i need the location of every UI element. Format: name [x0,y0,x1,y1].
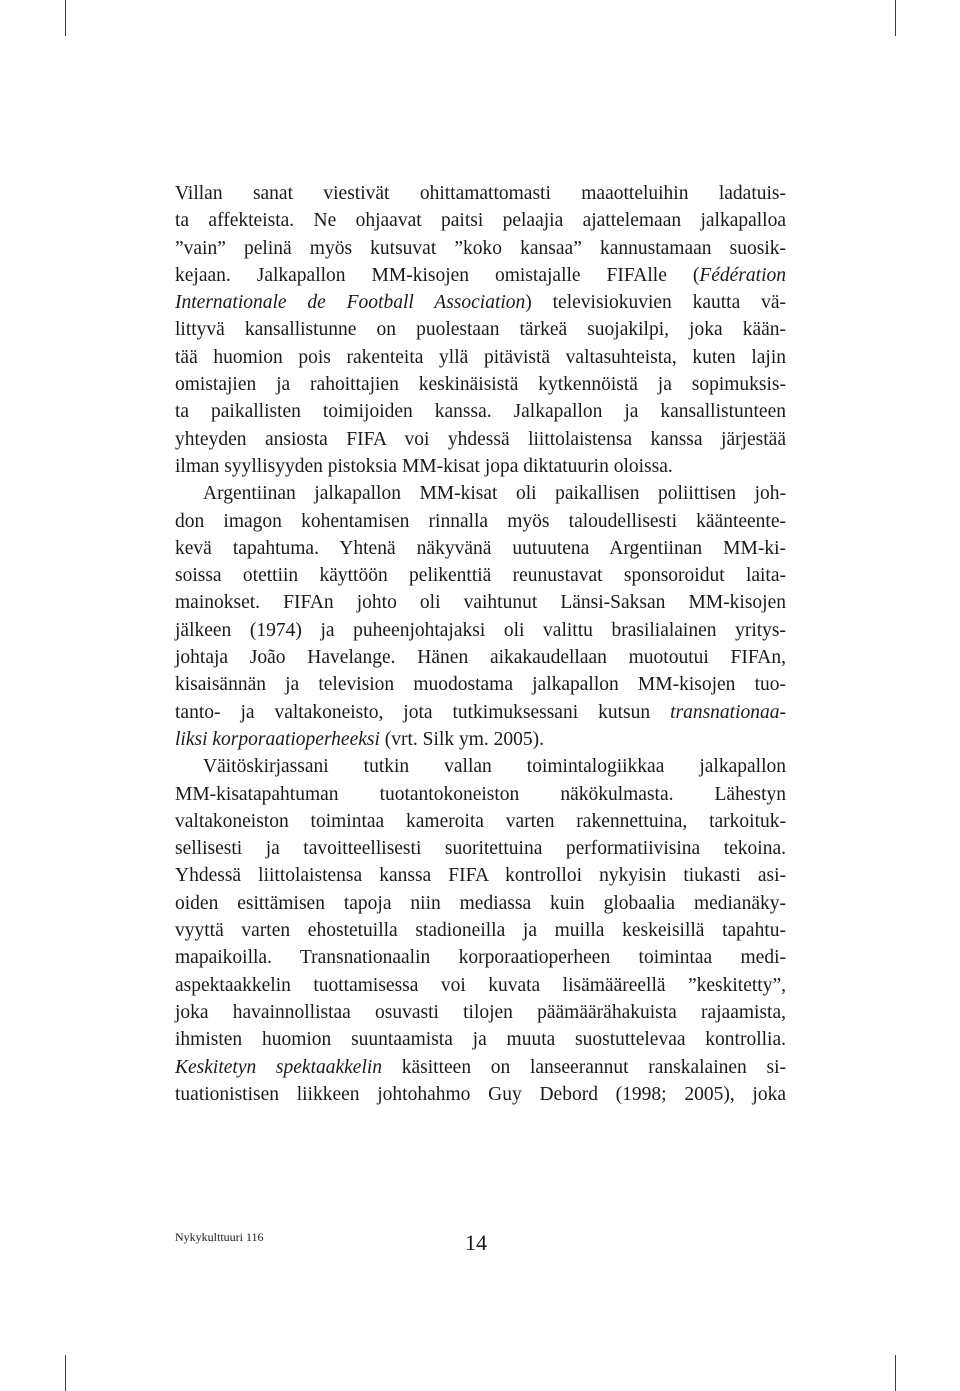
text-line: kevä tapahtuma. Yhtenä näkyvänä uutuutena Argentiinan MM-ki- [175,537,786,559]
text-line: johtaja João Havelange. Hänen aikakaudellaan muotoutui FIFAn, [175,647,786,669]
text-line: Villan sanat viestivät ohittamattomasti maaotteluihin ladatuis- [175,183,786,204]
text-line: don imagon kohentamisen rinnalla myös taloudellisesti käänteente- [175,510,786,532]
text-line: kejaan. Jalkapallon MM-kisojen omistajalle FIFAlle (Fédération [175,264,786,286]
text-line: Yhdessä liittolaistensa kanssa FIFA kontrolloi nykyisin tiukasti asi- [175,865,786,887]
text-line: yhteyden ansiosta FIFA voi yhdessä liittolaistensa kanssa järjestää [175,428,786,450]
text-line: Internationale de Football Association) televisiokuvien kautta vä- [175,292,786,314]
text-line: joka havainnollistaa osuvasti tilojen päämäärähakuista rajaamista, [175,1001,786,1023]
text-line: kisaisännän ja television muodostama jalkapallon MM-kisojen tuo- [175,674,786,696]
text-line: soissa otettiin käyttöön pelikenttiä reunustavat sponsoroidut laita- [175,565,786,587]
text-line: liksi korporaatioperheeksi (vrt. Silk ym. 2005). [175,728,545,750]
text-line: tanto- ja valtakoneisto, jota tutkimuksessani kutsun transnationaa- [175,701,786,723]
text-line: ta affekteista. Ne ohjaavat paitsi pelaajia ajattelemaan jalkapalloa [175,210,786,232]
text-line: ”vain” pelinä myös kutsuvat ”koko kansaa” kannustamaan suosik- [175,237,786,259]
text-line: jälkeen (1974) ja puheenjohtajaksi oli valittu brasilialainen yritys- [175,619,786,641]
text-line: littyvä kansallistunne on puolestaan tärkeä suojakilpi, joka kään- [175,319,786,341]
text-line: MM-kisatapahtuman tuotantokoneiston näkökulmasta. Lähestyn [175,783,786,805]
text-line: tuationistisen liikkeen johtohahmo Guy Debord (1998; 2005), joka [175,1083,786,1105]
crop-mark-bottom-right [895,1355,896,1391]
crop-mark-top-left [65,0,66,36]
publication-name: Nykykulttuuri 116 [175,1230,264,1244]
text-line: mainokset. FIFAn johto oli vaihtunut Länsi-Saksan MM-kisojen [175,592,786,614]
text-line: Keskitetyn spektaakkelin käsitteen on lanseerannut ranskalainen si- [175,1056,786,1078]
text-line: mapaikoilla. Transnationaalin korporaatioperheen toimintaa medi- [175,947,786,969]
text-line: tää huomion pois rakenteita yllä pitävistä valtasuhteista, kuten lajin [175,346,786,368]
text-line: ilman syyllisyyden pistoksia MM-kisat jopa diktatuurin oloissa. [175,455,673,477]
text-line: ta paikallisten toimijoiden kanssa. Jalkapallon ja kansallistunteen [175,401,786,423]
text-line: vyyttä varten ehostetuilla stadioneilla ja muilla keskeisillä tapahtu- [175,920,786,942]
text-line: sellisesti ja tavoitteellisesti suoritettuina performatiivisina tekoina. [175,838,786,860]
text-line: oiden esittämisen tapoja niin mediassa kuin globaalia medianäky- [175,892,786,914]
text-line: Väitöskirjassani tutkin vallan toimintalogiikkaa jalkapallon [203,756,786,778]
crop-mark-bottom-left [65,1355,66,1391]
body-text [175,180,786,1108]
page-number: 14 [465,1230,487,1255]
crop-mark-top-right [895,0,896,36]
text-line: valtakoneiston toimintaa kameroita varten rakennettuina, tarkoituk- [175,810,786,832]
text-line: Argentiinan jalkapallon MM-kisat oli paikallisen poliittisen joh- [203,483,786,505]
text-line: ihmisten huomion suuntaamista ja muuta suostuttelevaa kontrollia. [175,1029,786,1051]
text-line: aspektaakkelin tuottamisessa voi kuvata lisämääreellä ”keskitetty”, [175,974,786,996]
text-line: omistajien ja rahoittajien keskinäisistä kytkennöistä ja sopimuksis- [175,374,786,396]
